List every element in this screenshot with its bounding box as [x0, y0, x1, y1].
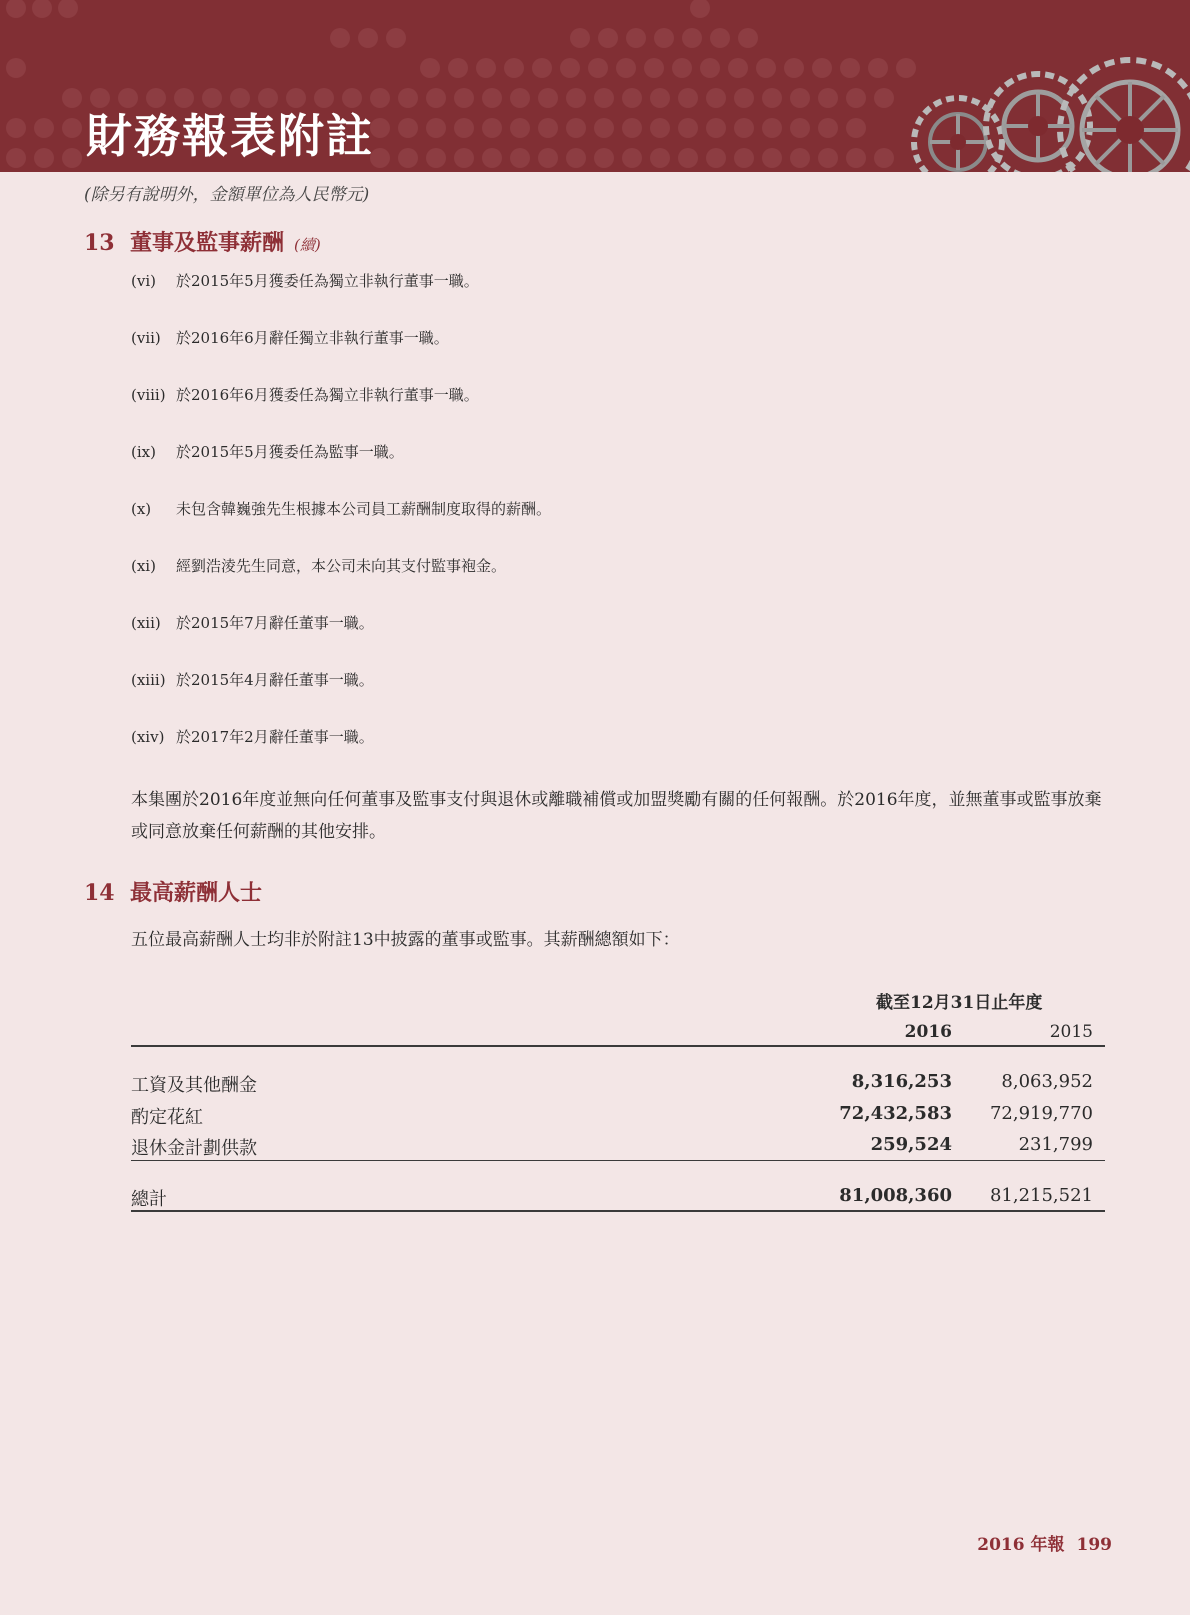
continued-label: (續)	[294, 236, 321, 254]
note-marker: (x)	[131, 500, 152, 518]
list-item	[131, 384, 479, 405]
section-number: 13	[84, 230, 115, 256]
note-text: 於2015年5月獲委任為監事一職。	[176, 443, 404, 461]
table-cell-2015: 72,919,770	[989, 1103, 1093, 1124]
list-item	[131, 555, 506, 576]
note-marker: (xiv)	[131, 728, 165, 746]
table-cell-2015: 8,063,952	[1001, 1071, 1093, 1092]
section-13-paragraph: 本集團於2016年度並無向任何董事及監事支付與退休或離職補償或加盟獎勵有關的任何報酬。於2016年度，並無董事或監事放棄或同意放棄任何薪酬的其他安排。	[131, 790, 1102, 842]
note-text: 經劉浩淩先生同意，本公司未向其支付監事袍金。	[176, 557, 507, 575]
list-item	[131, 270, 479, 291]
table-header-rule	[131, 1045, 1105, 1047]
note-text: 於2015年7月辭任董事一職。	[176, 614, 374, 632]
table-cell-2016: 259,524	[870, 1134, 952, 1155]
table-total-2016: 81,008,360	[839, 1185, 952, 1206]
table-total-label: 總計	[131, 1189, 167, 1210]
note-text: 未包含韓巍強先生根據本公司員工薪酬制度取得的薪酬。	[176, 500, 552, 518]
report-name: 2016 年報	[977, 1535, 1065, 1555]
currency-note: (除另有說明外，金額單位為人民幣元)	[84, 185, 370, 205]
table-cell-2016: 72,432,583	[839, 1103, 952, 1124]
note-marker: (ix)	[131, 443, 156, 461]
note-marker: (viii)	[131, 386, 166, 404]
note-text: 於2016年6月獲委任為獨立非執行董事一職。	[176, 386, 479, 404]
section-14-heading	[84, 876, 262, 907]
list-item	[131, 441, 404, 462]
table-row-label: 酌定花紅	[131, 1107, 203, 1128]
table-row-label: 工資及其他酬金	[131, 1075, 257, 1096]
table-subtotal-rule	[131, 1160, 1105, 1161]
section-title: 董事及監事薪酬	[130, 230, 285, 256]
column-header-2016: 2016	[904, 1022, 952, 1042]
note-text: 於2015年5月獲委任為獨立非執行董事一職。	[176, 272, 479, 290]
note-marker: (xii)	[131, 614, 161, 632]
gears-illustration	[910, 30, 1190, 172]
page-header-banner	[0, 0, 1190, 172]
note-text: 於2016年6月辭任獨立非執行董事一職。	[176, 329, 449, 347]
note-marker: (vii)	[131, 329, 161, 347]
table-row-label: 退休金計劃供款	[131, 1138, 257, 1159]
section-title: 最高薪酬人士	[130, 880, 263, 906]
list-item	[131, 669, 374, 690]
section-13-heading	[84, 226, 321, 257]
table-cell-2016: 8,316,253	[851, 1071, 952, 1092]
list-item	[131, 726, 374, 747]
list-item	[131, 327, 449, 348]
page-title: 財務報表附註	[86, 109, 374, 163]
section-14-intro: 五位最高薪酬人士均非於附註13中披露的董事或監事。其薪酬總額如下：	[131, 930, 680, 950]
page-number: 199	[1076, 1535, 1112, 1555]
table-total-rule	[131, 1210, 1105, 1212]
note-marker: (xiii)	[131, 671, 166, 689]
section-number: 14	[84, 880, 115, 906]
note-marker: (xi)	[131, 557, 156, 575]
list-item	[131, 612, 374, 633]
table-total-2015: 81,215,521	[989, 1185, 1093, 1206]
list-item	[131, 498, 551, 519]
page-footer	[977, 1530, 1112, 1555]
note-marker: (vi)	[131, 272, 156, 290]
period-header: 截至12月31日止年度	[876, 993, 1043, 1013]
column-header-2015: 2015	[1049, 1022, 1093, 1042]
note-text: 於2015年4月辭任董事一職。	[176, 671, 374, 689]
table-cell-2015: 231,799	[1018, 1134, 1093, 1155]
note-text: 於2017年2月辭任董事一職。	[176, 728, 374, 746]
